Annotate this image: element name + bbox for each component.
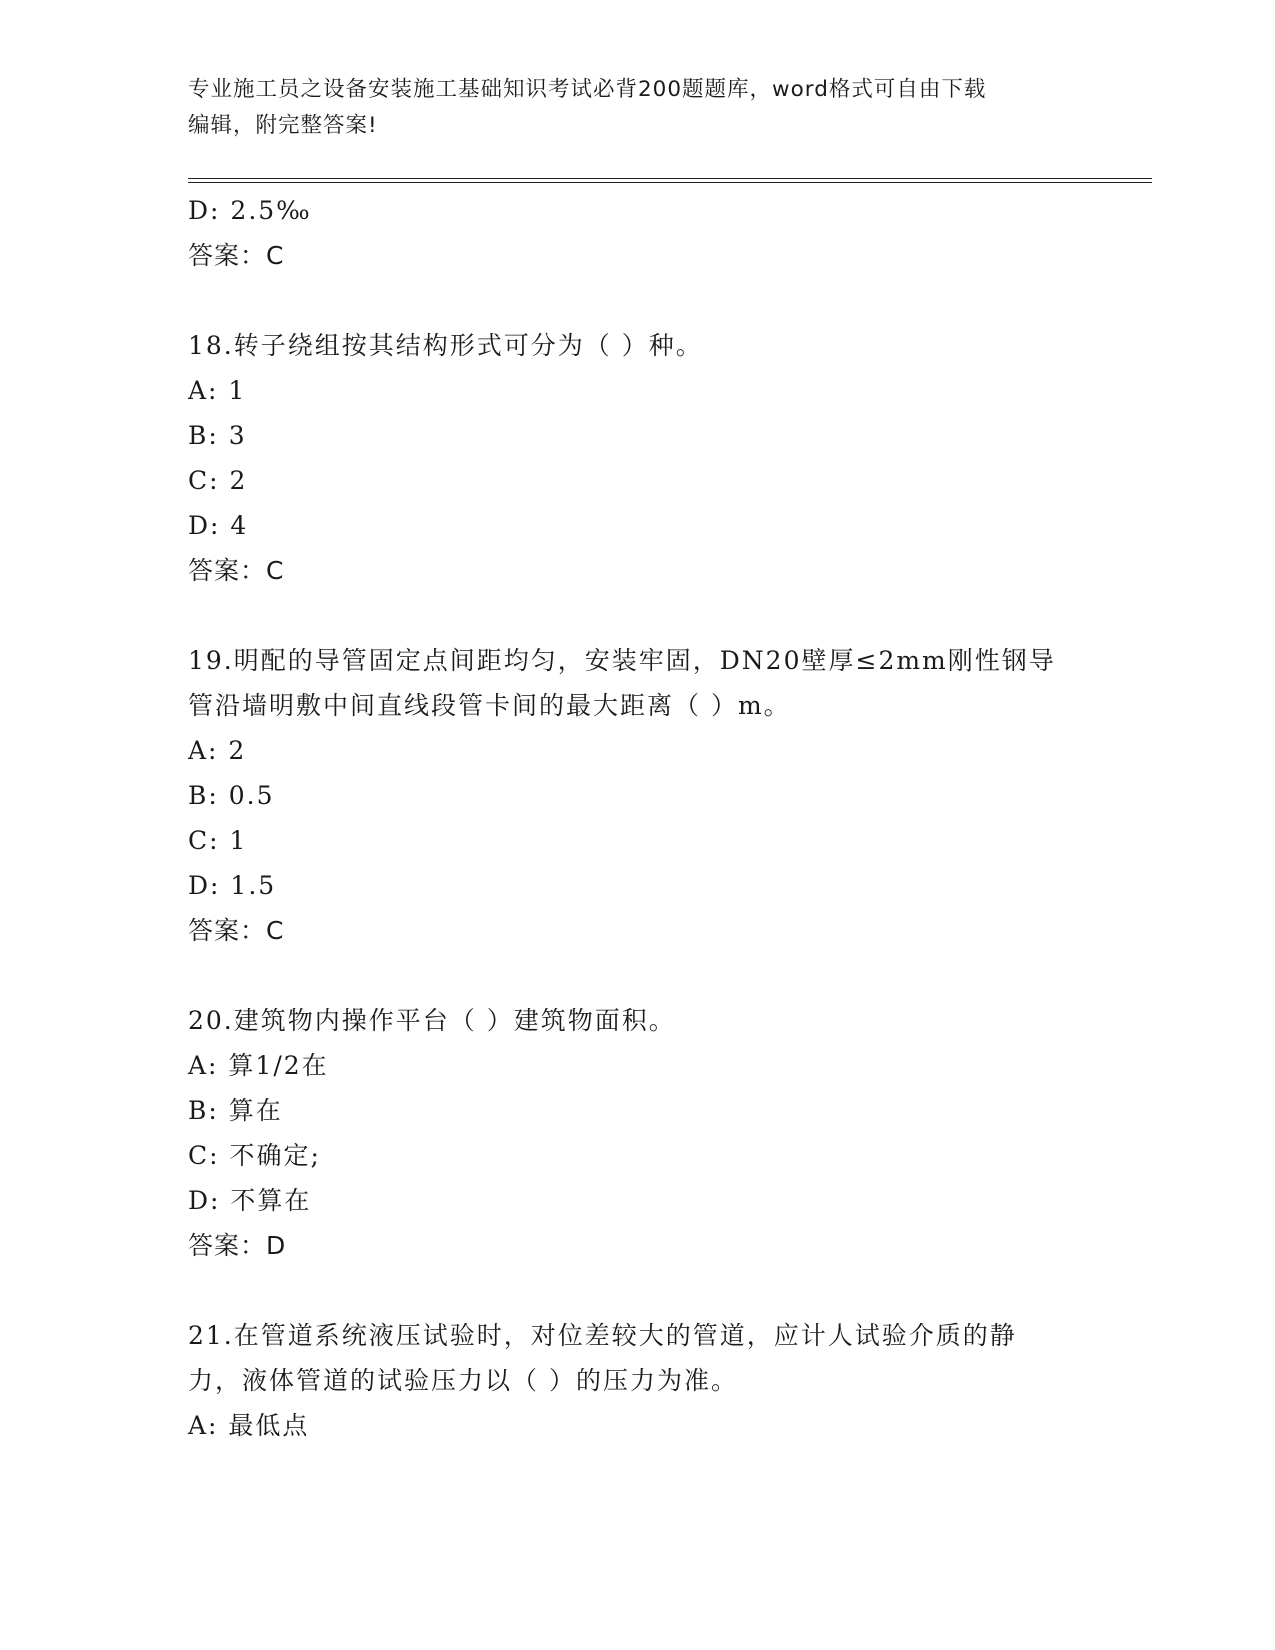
option-c: C: 1 <box>188 826 248 855</box>
option-a: A: 2 <box>188 736 247 765</box>
option-d: D: 1.5 <box>188 871 277 900</box>
question-stem: 19.明配的导管固定点间距均匀，安装牢固，DN20壁厚≤2mm刚性钢导 <box>188 646 1056 675</box>
question-stem: 21.在管道系统液压试验时，对位差较大的管道，应计人试验介质的静 <box>188 1321 1017 1350</box>
option-c: C: 不确定; <box>188 1141 321 1170</box>
header-divider <box>188 178 1152 183</box>
header-line-2: 编辑，附完整答案! <box>188 113 378 138</box>
spacer <box>188 593 1088 638</box>
answer: 答案：C <box>188 556 285 585</box>
question-stem: 18.转子绕组按其结构形式可分为（ ）种。 <box>188 331 703 360</box>
answer: 答案：C <box>188 241 285 270</box>
spacer <box>188 278 1088 323</box>
answer: 答案：D <box>188 1231 287 1260</box>
spacer <box>188 1268 1088 1313</box>
option-d: D: 不算在 <box>188 1186 312 1215</box>
option-b: B: 3 <box>188 421 247 450</box>
question-stem-continued: 管沿墙明敷中间直线段管卡间的最大距离（ ）m。 <box>188 691 791 720</box>
option-d: D: 2.5‰ <box>188 196 312 225</box>
option-a: A: 算1/2在 <box>188 1051 329 1080</box>
option-a: A: 最低点 <box>188 1411 310 1440</box>
question-stem: 20.建筑物内操作平台（ ）建筑物面积。 <box>188 1006 676 1035</box>
header-line-1: 专业施工员之设备安装施工基础知识考试必背200题题库，word格式可自由下载 <box>188 77 987 102</box>
option-d: D: 4 <box>188 511 249 540</box>
option-c: C: 2 <box>188 466 248 495</box>
option-b: B: 算在 <box>188 1096 283 1125</box>
option-b: B: 0.5 <box>188 781 275 810</box>
answer: 答案：C <box>188 916 285 945</box>
document-body <box>188 188 1088 1448</box>
page-header <box>188 72 1088 144</box>
question-stem-continued: 力，液体管道的试验压力以（ ）的压力为准。 <box>188 1366 738 1395</box>
option-a: A: 1 <box>188 376 247 405</box>
spacer <box>188 953 1088 998</box>
